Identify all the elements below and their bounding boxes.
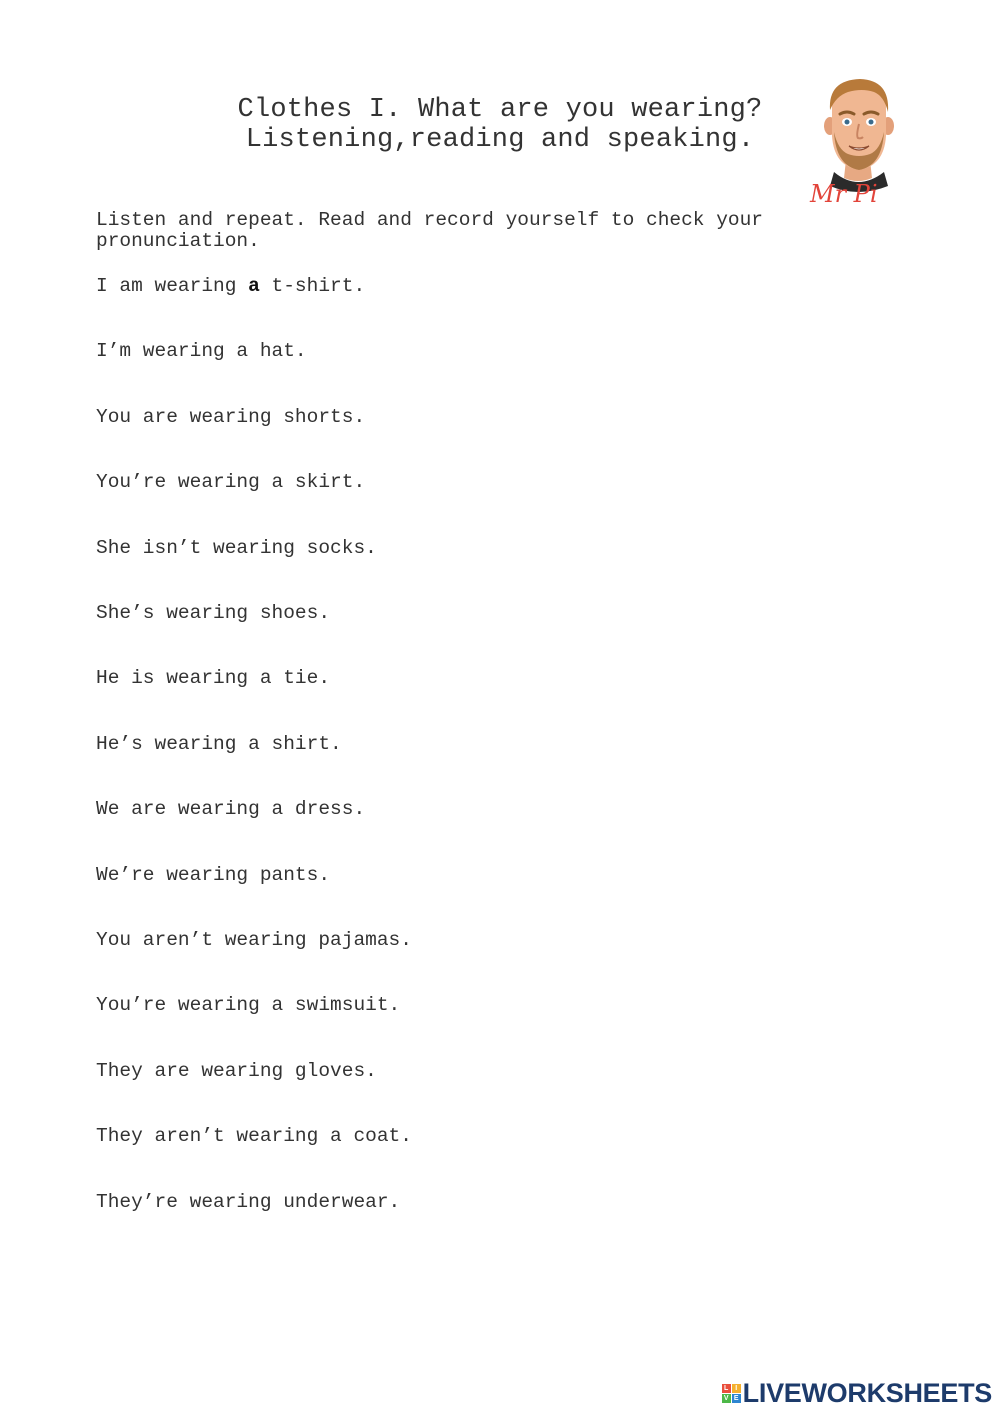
liveworksheets-logo <box>722 1379 992 1407</box>
sentence-line <box>96 602 330 624</box>
sentence-text: They aren’t wearing a coat. <box>96 1125 412 1148</box>
sentence-text: They’re wearing underwear. <box>96 1190 401 1213</box>
sentence-text: You’re wearing a skirt. <box>96 471 366 494</box>
logo-letter: I <box>732 1384 741 1393</box>
sentence-line <box>96 1125 412 1147</box>
sentence-line <box>96 667 330 689</box>
sentence-line <box>96 406 365 428</box>
sentence-text: You’re wearing a swimsuit. <box>96 994 401 1017</box>
sentence-text: He’s wearing a shirt. <box>96 732 342 755</box>
sentence-line <box>96 994 400 1016</box>
sentence-line <box>96 275 365 297</box>
sentence-text: You aren’t wearing pajamas. <box>96 929 412 951</box>
sentence-highlight: a <box>248 275 260 297</box>
sentence-line <box>96 929 412 951</box>
logo-letter: L <box>722 1384 731 1393</box>
sentence-text: We’re wearing pants. <box>96 863 331 886</box>
sentence-line <box>96 1191 400 1213</box>
sentence-line <box>96 471 365 493</box>
worksheet-title-line-2: Listening,reading and speaking. <box>245 125 755 155</box>
sentence-text: They are wearing gloves. <box>96 1059 377 1082</box>
sentence-line <box>96 1060 377 1082</box>
sentence-line <box>96 864 330 886</box>
sentence-line <box>96 733 342 755</box>
sentence-text: She’s wearing shoes. <box>96 602 331 624</box>
sentence-line <box>96 340 307 362</box>
worksheet-title-line-1: Clothes I. What are you wearing? <box>237 95 763 125</box>
sentence-text: t-shirt. <box>259 275 366 297</box>
signature-text: Mr Pi <box>810 180 878 208</box>
teacher-avatar-icon <box>808 74 908 208</box>
sentence-text: You are wearing shorts. <box>96 405 366 428</box>
logo-letter: E <box>732 1394 741 1403</box>
teacher-avatar <box>808 74 908 208</box>
sentence-text: I am wearing <box>96 275 249 297</box>
sentence-line <box>96 798 365 820</box>
sentence-text: She isn’t wearing socks. <box>96 536 377 559</box>
sentence-text: He is wearing a tie. <box>96 667 331 690</box>
logo-mark-icon <box>722 1384 741 1403</box>
sentence-line <box>96 537 377 559</box>
instructions-text: Listen and repeat. Read and record yourself to check your pronunciation. <box>96 209 764 252</box>
sentence-text: We are wearing a dress. <box>96 798 366 821</box>
logo-letter: V <box>722 1394 731 1403</box>
logo-wordmark: LIVEWORKSHEETS <box>742 1377 992 1408</box>
sentence-text: I’m wearing a hat. <box>96 340 307 363</box>
